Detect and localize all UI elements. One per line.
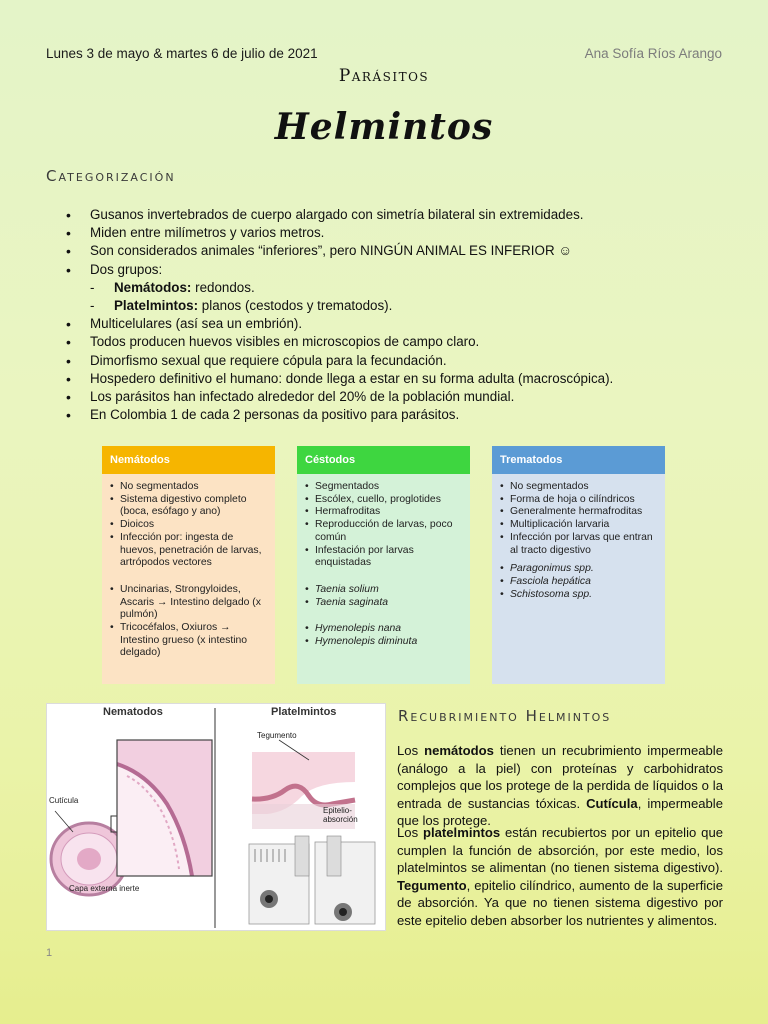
card-item: • No segmentados: [108, 481, 269, 494]
list-item: • Son considerados animales “inferiores”, pero NINGÚN ANIMAL ES INFERIOR ☺: [64, 242, 744, 260]
covering-heading: Recubrimiento Helmintos: [398, 707, 612, 725]
card-item: • Taenia solium: [303, 584, 464, 597]
card-body: [492, 474, 665, 684]
label-capa-externa: Capa externa inerte: [69, 884, 140, 893]
card-item: • No segmentados: [498, 481, 659, 494]
document-subtitle: Parásitos: [338, 66, 430, 86]
label-epitelio: Epitelio-absorción: [323, 806, 358, 824]
card-item: • Tricocéfalos, Oxiuros → Intestino grueso (x intestino delgado): [108, 622, 269, 660]
card-item: • Fasciola hepática: [498, 576, 659, 589]
document-title: Helmintos: [274, 106, 494, 148]
list-item: • Todos producen huevos visibles en microscopios de campo claro.: [64, 333, 744, 351]
list-item: • Multicelulares (así sea un embrión).: [64, 315, 744, 333]
figure-title-nematodos: Nematodos: [103, 706, 163, 718]
list-item: • En Colombia 1 de cada 2 personas da positivo para parásitos.: [64, 406, 744, 424]
group-item-platelmintos: - Platelmintos: planos (cestodos y trematodos).: [90, 298, 393, 314]
card-item: • Infestación por larvas enquistadas: [303, 545, 464, 570]
card-nematodos: [102, 446, 275, 684]
list-item: • Dos grupos:: [64, 261, 744, 279]
list-item: • Hospedero definitivo el humano: donde llega a estar en su forma adulta (macroscópica).: [64, 370, 744, 388]
card-cestodos: [297, 446, 470, 684]
card-item: • Escólex, cuello, proglotides: [303, 494, 464, 507]
card-body: [102, 474, 275, 684]
platelminto-tegument: [249, 740, 375, 924]
figure-title-platelmintos: Platelmintos: [271, 706, 337, 718]
card-item: • Infección por larvas que entran al tracto digestivo: [498, 532, 659, 557]
card-item: • Dioicos: [108, 519, 269, 532]
card-item: • Sistema digestivo completo (boca, esófago y ano): [108, 494, 269, 519]
card-item: • Forma de hoja o cilíndricos: [498, 494, 659, 507]
list-item: • Dimorfismo sexual que requiere cópula para la fecundación.: [64, 352, 744, 370]
card-item: • Segmentados: [303, 481, 464, 494]
document-author: Ana Sofía Ríos Arango: [584, 46, 722, 61]
card-item: • Taenia saginata: [303, 597, 464, 610]
card-item: • Multiplicación larvaria: [498, 519, 659, 532]
categorization-heading: Categorización: [46, 167, 176, 185]
card-item: • Infección por: ingesta de huevos, penetración de larvas, artrópodos vectores: [108, 532, 269, 570]
nematode-cross-section: [51, 740, 212, 895]
card-body: [297, 474, 470, 684]
card-item: • Hymenolepis nana: [303, 623, 464, 636]
card-item: • Generalmente hermafroditas: [498, 506, 659, 519]
paragraph-nematodos: Los nemátodos tienen un recubrimiento impermeable (análogo a la piel) con proteínas y carbohidratos complejos que los protege de la perdida de líquidos o la entrada de sustancias tóxicas. Cutícula, impermeable que los protege.: [397, 743, 723, 829]
label-tegumento: Tegumento: [257, 731, 297, 740]
helminth-covering-figure: [46, 703, 386, 931]
card-item: • Reproducción de larvas, poco común: [303, 519, 464, 544]
card-title: Nemátodos: [102, 446, 275, 474]
categorization-list: [64, 206, 744, 424]
label-cuticula: Cutícula: [49, 796, 79, 805]
card-item: • Hymenolepis diminuta: [303, 636, 464, 649]
paragraph-platelmintos: Los platelmintos están recubiertos por un epitelio que cumplen la función de absorción, por este medio, los platelmintos se alimentan (no tienen sistema digestivo). Tegumento, epitelio cilíndrico, aumento de la superficie de absorción. Ya que no tienen sistema digestivo por este epitelio deben absorber los nutrientes y alimentos.: [397, 825, 724, 928]
list-item: • Los parásitos han infectado alrededor del 20% de la población mundial.: [64, 388, 744, 406]
card-title: Céstodos: [297, 446, 470, 474]
page-number: 1: [46, 947, 53, 959]
document-date: Lunes 3 de mayo & martes 6 de julio de 2021: [46, 46, 318, 61]
card-item: • Schistosoma spp.: [498, 589, 659, 602]
card-item: • Paragonimus spp.: [498, 563, 659, 576]
card-trematodos: [492, 446, 665, 684]
card-item: • Uncinarias, Strongyloides, Ascaris → Intestino delgado (x pulmón): [108, 584, 269, 622]
list-item: • Gusanos invertebrados de cuerpo alargado con simetría bilateral sin extremidades.: [64, 206, 744, 224]
card-item: • Hermafroditas: [303, 506, 464, 519]
list-item: • Miden entre milímetros y varios metros.: [64, 224, 744, 242]
card-title: Trematodos: [492, 446, 665, 474]
group-item-nematodos: - Nemátodos: redondos.: [90, 279, 255, 295]
